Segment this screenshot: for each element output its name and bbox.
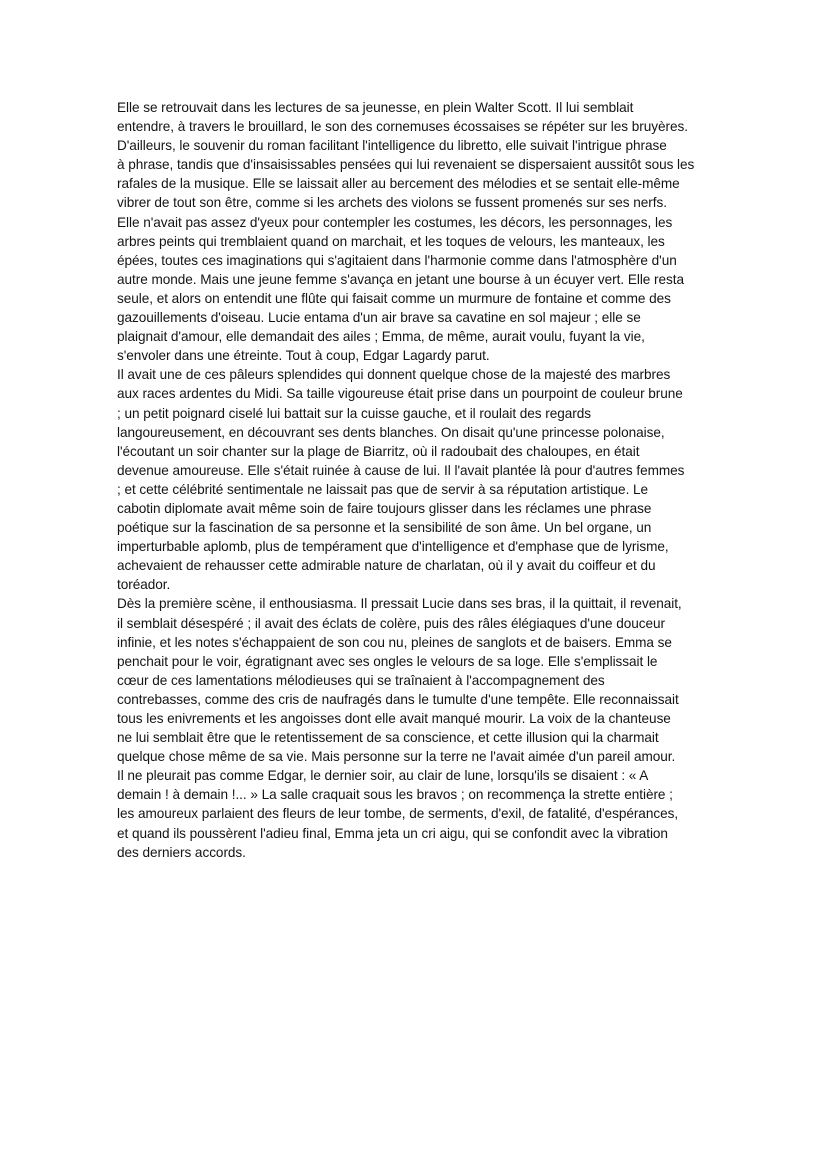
text-line: achevaient de rehausser cette admirable nature de charlatan, où il y avait du coiffeur et du xyxy=(117,558,656,574)
text-line: autre monde. Mais une jeune femme s'avança en jetant une bourse à un écuyer vert. Elle resta xyxy=(117,271,684,287)
text-line: tous les enivrements et les angoisses dont elle avait manqué mourir. La voix de la chanteuse xyxy=(117,711,671,726)
text-line: cabotin diplomate avait même soin de faire toujours glisser dans les réclames une phrase xyxy=(117,500,652,516)
text-line: seule, et alors on entendit une flûte qui faisait comme un murmure de fontaine et comme des xyxy=(117,290,671,306)
text-line: langoureusement, en découvrant ses dents blanches. On disait qu'une princesse polonaise, xyxy=(117,424,665,440)
text-line: quelque chose même de sa vie. Mais personne sur la terre ne l'avait aimée d'un pareil amour. xyxy=(117,749,676,765)
text-line: épées, toutes ces imaginations qui s'agitaient dans l'harmonie comme dans l'atmosphère d'un xyxy=(117,252,677,268)
text-line: ; et cette célébrité sentimentale ne laissait pas que de servir à sa réputation artistique. Le xyxy=(117,481,649,497)
text-line: infinie, et les notes s'échappaient de son cou nu, pleines de sanglots et de baisers. Emma se xyxy=(117,634,672,650)
text-line: cœur de ces lamentations mélodieuses qui se traînaient à l'accompagnement des xyxy=(117,672,605,688)
text-line: ne lui semblait être que le retentissement de sa conscience, et cette illusion qui la charmait xyxy=(117,730,659,746)
text-line: aux races ardentes du Midi. Sa taille vigoureuse était prise dans un pourpoint de couleur brune xyxy=(117,386,683,402)
text-line: contrebasses, comme des cris de naufragés dans le tumulte d'une tempête. Elle reconnaissait xyxy=(117,691,679,707)
text-line: plaignait d'amour, elle demandait des ailes ; Emma, de même, aurait voulu, fuyant la vie, xyxy=(117,329,645,345)
text-line: devenue amoureuse. Elle s'était ruinée à cause de lui. Il l'avait plantée là pour d'autres femmes xyxy=(117,462,685,478)
text-line: imperturbable aplomb, plus de tempérament que d'intelligence et d'emphase que de lyrisme, xyxy=(117,539,669,555)
text-line: Dès la première scène, il enthousiasma. Il pressait Lucie dans ses bras, il la quittait, il revenait, xyxy=(117,596,682,612)
text-line: vibrer de tout son être, comme si les archets des violons se fussent promenés sur ses nerfs. xyxy=(117,195,667,211)
text-line: des derniers accords. xyxy=(117,844,246,860)
text-line: rafales de la musique. Elle se laissait aller au bercement des mélodies et se sentait elle-même xyxy=(117,176,680,192)
text-line: Il avait une de ces pâleurs splendides qui donnent quelque chose de la majesté des marbres xyxy=(117,367,671,383)
text-line: à phrase, tandis que d'insaisissables pensées qui lui revenaient se dispersaient aussitôt sous les xyxy=(117,157,695,173)
text-line: demain ! à demain !... » La salle craquait sous les bravos ; on recommença la strette entière ; xyxy=(117,787,673,803)
text-line: l'écoutant un soir chanter sur la plage de Biarritz, où il radoubait des chaloupes, en était xyxy=(117,443,640,459)
text-line: les amoureux parlaient des fleurs de leur tombe, de serments, d'exil, de fatalité, d'espérances, xyxy=(117,806,679,822)
text-line: D'ailleurs, le souvenir du roman facilitant l'intelligence du libretto, elle suivait l'intrigue phrase xyxy=(117,138,667,154)
text-line: toréador. xyxy=(117,577,171,593)
text-line: penchait pour le voir, égratignant avec ses ongles le velours de sa loge. Elle s'emplissait le xyxy=(117,653,658,669)
text-line: et quand ils poussèrent l'adieu final, Emma jeta un cri aigu, qui se confondit avec la vibration xyxy=(117,825,668,841)
text-line: Elle se retrouvait dans les lectures de sa jeunesse, en plein Walter Scott. Il lui semblait xyxy=(117,100,634,115)
text-line: arbres peints qui tremblaient quand on marchait, et les toques de velours, les manteaux, les xyxy=(117,233,665,249)
text-line: entendre, à travers le brouillard, le son des cornemuses écossaises se répéter sur les bruyères. xyxy=(117,119,688,135)
text-line: ; un petit poignard ciselé lui battait sur la cuisse gauche, et il roulait des regards xyxy=(117,405,592,421)
text-line: gazouillements d'oiseau. Lucie entama d'un air brave sa cavatine en sol majeur ; elle se xyxy=(117,310,641,326)
body-text xyxy=(117,98,723,862)
text-line: il semblait désespéré ; il avait des éclats de colère, puis des râles élégiaques d'une douceur xyxy=(117,615,666,631)
text-line: s'envoler dans une étreinte. Tout à coup, Edgar Lagardy parut. xyxy=(117,348,490,364)
text-line: poétique sur la fascination de sa personne et la sensibilité de son âme. Un bel organe, un xyxy=(117,520,652,536)
text-line: Elle n'avait pas assez d'yeux pour contempler les costumes, les décors, les personnages, les xyxy=(117,214,673,230)
text-line: Il ne pleurait pas comme Edgar, le dernier soir, au clair de lune, lorsqu'ils se disaient : « A xyxy=(117,768,649,784)
